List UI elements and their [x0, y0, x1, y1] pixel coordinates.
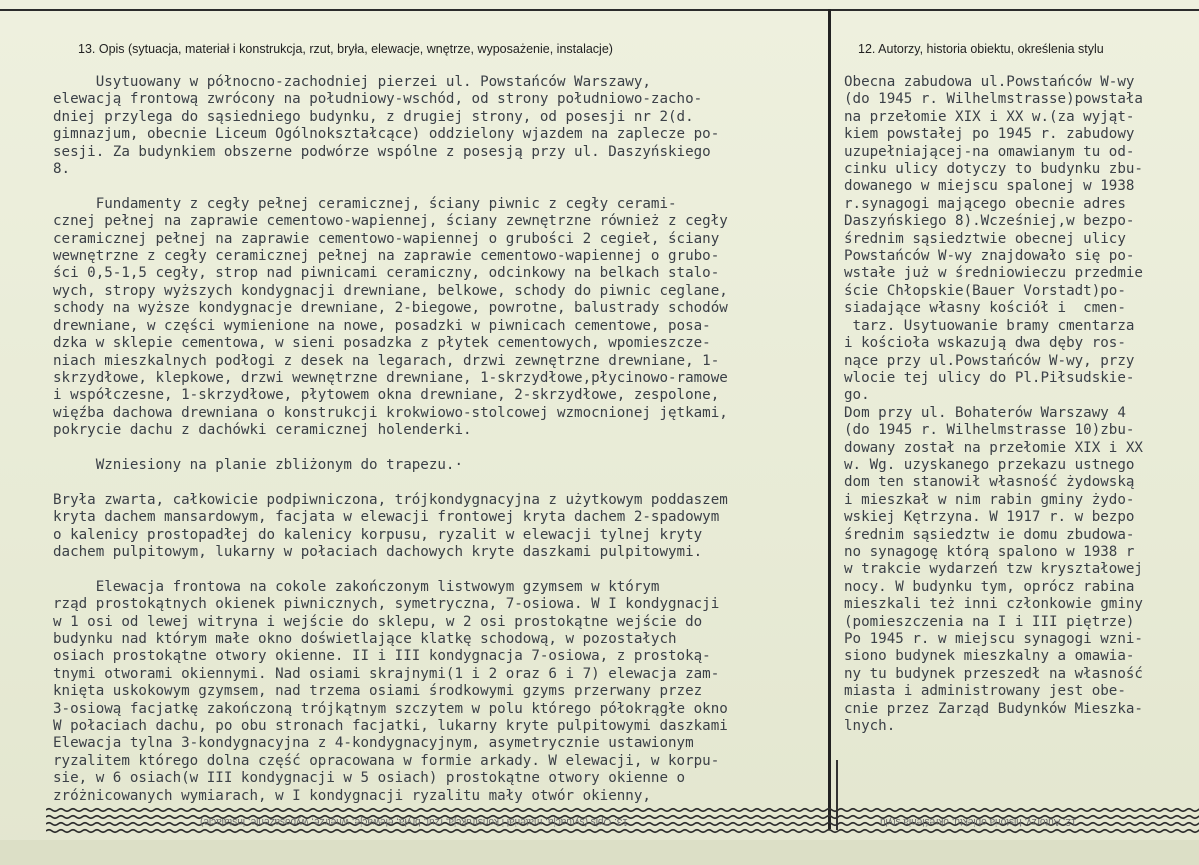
text-line: tnymi otworami okiennymi. Nad osiami skrajnymi(1 i 2 oraz 6 i 7) elewacja zam-	[53, 665, 720, 682]
text-line: mieszkali też inni członkowie gminy	[844, 596, 1143, 613]
bottom-margin	[0, 840, 1199, 865]
text-line: średnim sąsiedztwie obecnej ulicy	[844, 230, 1126, 247]
text-line: Elewacja tylna 3-kondygnacyjna z 4-kondygnacyjnym, asymetrycznie ustawionym	[53, 735, 694, 752]
history-text-column	[844, 74, 1199, 735]
text-line: elewacją frontową zwrócony na południowy-wschód, od strony południowo-zacho-	[53, 91, 703, 108]
text-line: nące przy ul.Powstańców W-wy, przy	[844, 352, 1135, 369]
text-line: Fundamenty z cegły pełnej ceramicznej, ściany piwnic z cegły cerami-	[53, 195, 677, 212]
text-line: siadające własny kościół i cmen-	[844, 300, 1126, 317]
wave-line	[46, 809, 1199, 812]
text-line: dowanego w miejscu spalonej w 1938	[844, 178, 1135, 195]
text-line: Wzniesiony na planie zbliżonym do trapezu.·	[53, 456, 463, 473]
text-line: w 1 osi od lewej witryna i wejście do sklepu, w 2 osi prostokątne wejście do	[53, 613, 703, 630]
text-line: sie, w 6 osiach(w III kondygnacji w 5 osiach) prostokątne otwory okienne o	[53, 770, 686, 787]
text-line: ści 0,5-1,5 cegły, strop nad piwnicami ceramiczny, odcinkowy na belkach stalo-	[53, 265, 720, 282]
top-border-line	[0, 9, 1199, 11]
text-line: Elewacja frontowa na cokole zakończonym listwowym gzymsem w którym	[53, 578, 660, 595]
text-line: więźba dachowa drewniana o konstrukcji krokwiowo-stolcowej wzmocnionej jętkami,	[53, 404, 728, 421]
text-line: rząd prostokątnych okienek piwnicznych, symetryczna, 7-osiowa. W I kondygnacji	[53, 596, 720, 613]
text-line: w trakcie wydarzeń tzw kryształowej	[844, 561, 1143, 578]
text-line: schody na wyższe kondygnacje drewniane, 2-biegowe, powrotne, balustrady schodów	[53, 300, 728, 317]
text-line: uzupełniającej-na omawianym tu od-	[844, 143, 1135, 160]
text-line: budynku nad którym małe okno doświetlające klatkę schodową, w pozostałych	[53, 631, 677, 647]
text-line: Usytuowany w północno-zachodniej pierzei ul. Powstańców Warszawy,	[53, 74, 651, 90]
column-divider	[828, 9, 831, 829]
text-line: ceramicznej pełnej na zaprawie cementowo-wapiennej o grubości 2 cegieł, ściany	[53, 230, 720, 247]
text-line	[53, 178, 827, 195]
text-line: ryzalitem którego dolna część opracowana w formie arkady. W elewacji, w korpu-	[53, 752, 720, 769]
text-line: lnych.	[844, 718, 896, 735]
description-text-column	[53, 74, 827, 805]
text-line: gimnazjum, obecnie Liceum Ogólnokształcące) oddzielony wjazdem na zaplecze po-	[53, 126, 720, 143]
text-line: 8.	[53, 161, 71, 178]
mirrored-footer-text-left: 13. Opis (sytuacja, materiał i konstrukcja, rzut, bryła, elewacje, wnętrze, wyposażenie, instalacje)	[200, 816, 628, 827]
section-12-heading: 12. Autorzy, historia obiektu, określenia stylu	[858, 42, 1104, 56]
text-line: dachem pulpitowym, lukarny w połaciach dachowych kryte daszkami pulpitowymi.	[53, 543, 703, 560]
text-line: o kalenicy prostopadłej do kalenicy korpusu, ryzalit w elewacji tylnej kryty	[53, 526, 703, 543]
text-line: w. Wg. uzyskanego przekazu ustnego	[844, 456, 1135, 473]
text-line: go.	[844, 387, 870, 404]
text-line: dniej przylega do sąsiedniego budynku, z drugiej strony, od posesji nr 2(d.	[53, 108, 694, 125]
text-line: Obecna zabudowa ul.Powstańców W-wy	[844, 74, 1135, 90]
text-line: Daszyńskiego 8).Wcześniej,w bezpo-	[844, 213, 1135, 230]
text-line: dzka w sklepie cementowa, w sieni posadzka z płytek cementowych, wpomieszcze-	[53, 335, 711, 352]
text-line: wych, stropy wyższych kondygnacji drewniane, belkowe, schody do piwnic ceglane,	[53, 282, 728, 299]
text-line	[53, 474, 827, 491]
text-line: i kościoła wskazują dwa dęby ros-	[844, 335, 1126, 352]
text-line: zróżnicowanych wymiarach, w I kondygnacji ryzalitu mały otwór okienny,	[53, 787, 651, 804]
text-line: dom ten stanowił własność żydowską	[844, 474, 1135, 491]
text-line: i współczesne, 1-skrzydłowe, płytowem okna drewniane, 2-skrzydłowe, zespolone,	[53, 387, 720, 404]
text-line: W połaciach dachu, po obu stronach facjatki, lukarny kryte pulpitowymi daszkami	[53, 718, 728, 735]
text-line: drewniane, w części wymienione na nowe, posadzki w piwnicach cementowe, posa-	[53, 317, 711, 334]
text-line: sesji. Za budynkiem obszerne podwórze wspólne z posesją przy ul. Daszyńskiego	[53, 143, 711, 160]
text-line: ny tu budynek przeszedł na własność	[844, 665, 1143, 682]
mirrored-footer-text-right: 12. Autorzy, historia obiektu, określenia stylu	[880, 816, 1077, 827]
text-line: cznej pełnej na zaprawie cementowo-wapiennej, ściany zewnętrzne również z cegły	[53, 213, 728, 230]
text-line: średnim sąsiedztw ie domu zbudowa-	[844, 526, 1135, 543]
text-line: Dom przy ul. Bohaterów Warszawy 4	[844, 404, 1126, 421]
text-line: ście Chłopskie(Bauer Vorstadt)po-	[844, 282, 1126, 299]
text-line	[53, 561, 827, 578]
text-line	[53, 440, 827, 457]
text-line: r.synagogi mającego obecnie adres	[844, 195, 1126, 212]
text-line: (do 1945 r. Wilhelmstrasse 10)zbu-	[844, 422, 1135, 439]
text-line: miasta i administrowany jest obe-	[844, 683, 1126, 700]
text-line: na przełomie XIX i XX w.(za wyjąt-	[844, 108, 1135, 125]
text-line: wstałe już w średniowieczu przedmie	[844, 265, 1143, 282]
text-line: nocy. W budynku tym, oprócz rabina	[844, 578, 1135, 595]
text-line: wlocie tej ulicy do Pl.Piłsudskie-	[844, 369, 1135, 386]
text-line: cnie przez Zarząd Budynków Mieszka-	[844, 700, 1143, 717]
text-line: no synagogę którą spalono w 1938 r	[844, 543, 1135, 560]
text-line: 3-osiową facjatkę zakończoną trójkątnym szczytem w polu którego półokrągłe okno	[53, 700, 728, 717]
text-line: Po 1945 r. w miejscu synagogi wzni-	[844, 631, 1143, 647]
section-13-heading: 13. Opis (sytuacja, materiał i konstrukcja, rzut, bryła, elewacje, wnętrze, wyposażenie, instalacje)	[78, 42, 613, 56]
text-line: wskiej Kętrzyna. W 1917 r. w bezpo	[844, 509, 1135, 526]
text-line: osiach prostokątne otwory okienne. II i III kondygnacja 7-osiowa, z prostoką-	[53, 648, 711, 665]
text-line: wewnętrzne z cegły ceramicznej pełnej na zaprawie cementowo-wapiennej o grubo-	[53, 248, 720, 265]
text-line: (do 1945 r. Wilhelmstrasse)powstała	[844, 91, 1143, 108]
text-line: dowany został na przełomie XIX i XX	[844, 439, 1143, 456]
text-line: (pomieszczenia na I i III piętrze)	[844, 613, 1135, 630]
text-line: skrzydłowe, klepkowe, drzwi wewnętrzne drewniane, 1-skrzydłowe,płycinowo-ramowe	[53, 369, 728, 386]
text-line: Powstańców W-wy znajdowało się po-	[844, 248, 1135, 265]
text-line: tarz. Usytuowanie bramy cmentarza	[844, 317, 1135, 334]
text-line: i mieszkał w nim rabin gminy żydo-	[844, 491, 1135, 508]
text-line: pokrycie dachu z dachówki ceramicznej holenderki.	[53, 422, 472, 439]
text-line: niach mieszkalnych podłogi z desek na legarach, drzwi zewnętrzne drewniane, 1-	[53, 352, 720, 369]
wave-line	[46, 830, 1199, 833]
text-line: kiem powstałej po 1945 r. zabudowy	[844, 126, 1135, 143]
text-line: knięta uskokowym gzymsem, nad trzema osiami środkowymi gzyms przerwany przez	[53, 683, 703, 700]
text-line: Bryła zwarta, całkowicie podpiwniczona, trójkondygnacyjna z użytkowym poddaszem	[53, 491, 728, 508]
text-line: siono budynek mieszkalny a omawia-	[844, 648, 1135, 665]
text-line: cinku ulicy dotyczy to budynku zbu-	[844, 161, 1143, 178]
text-line: kryta dachem mansardowym, facjata w elewacji frontowej kryta dachem 2-spadowym	[53, 509, 720, 526]
